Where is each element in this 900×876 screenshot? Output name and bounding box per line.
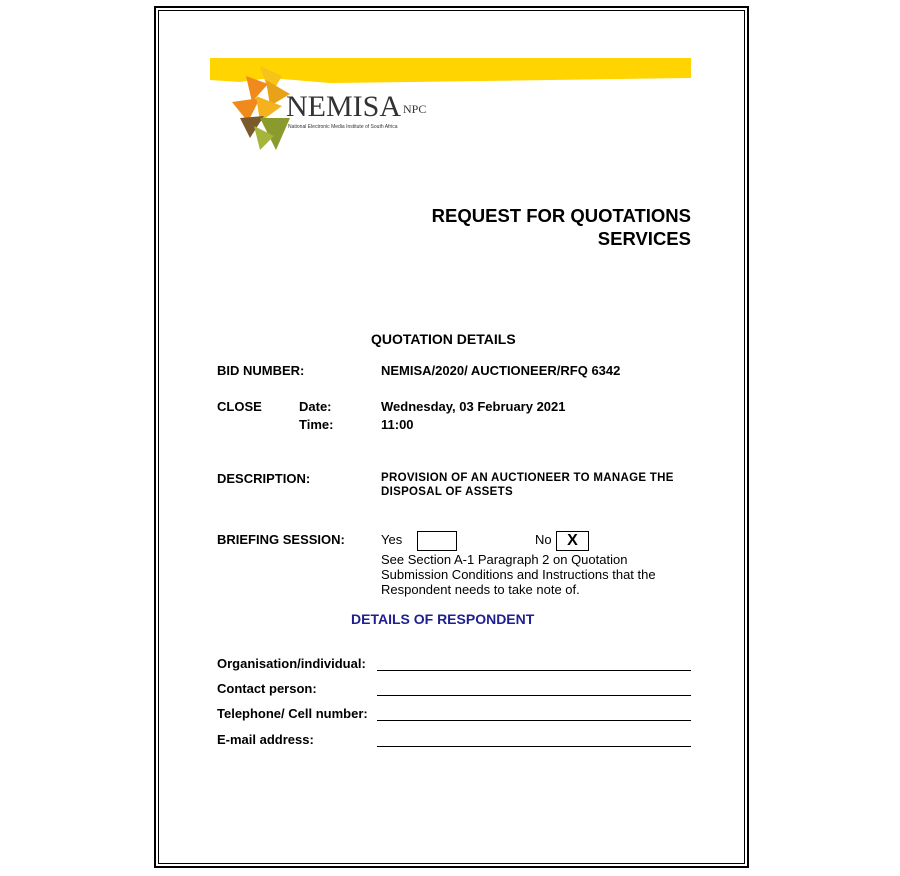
telephone-label: Telephone/ Cell number:	[217, 706, 368, 721]
logo-tagline: National Electronic Media Institute of South Africa	[288, 124, 398, 130]
yes-checkbox[interactable]	[417, 531, 457, 551]
document-title	[432, 204, 691, 250]
title-line-2: SERVICES	[597, 228, 691, 249]
email-label: E-mail address:	[217, 732, 314, 747]
yes-label: Yes	[381, 532, 403, 547]
logo-wordmark	[286, 92, 401, 122]
no-label: No	[535, 532, 552, 547]
no-checkbox[interactable]	[556, 531, 589, 551]
time-label: Time:	[299, 417, 334, 432]
bid-number-label: BID NUMBER:	[217, 363, 305, 378]
description-value	[381, 471, 674, 499]
title-line-1: REQUEST FOR QUOTATIONS	[431, 205, 691, 226]
date-value: Wednesday, 03 February 2021	[381, 399, 566, 414]
close-label: CLOSE	[217, 399, 262, 414]
organisation-label: Organisation/individual:	[217, 656, 366, 671]
logo-npc: NPC	[403, 102, 427, 116]
logo-name: NEMISA	[286, 90, 402, 123]
bid-number-value: NEMISA/2020/ AUCTIONEER/RFQ 6342	[381, 363, 621, 378]
no-mark: X	[567, 532, 578, 549]
briefing-note	[381, 552, 656, 597]
briefing-note-line-1: See Section A-1 Paragraph 2 on Quotation	[381, 552, 628, 567]
time-value: 11:00	[381, 417, 414, 432]
description-label: DESCRIPTION:	[217, 471, 311, 486]
date-label: Date:	[299, 399, 332, 414]
briefing-note-line-3: Respondent needs to take note of.	[381, 582, 580, 597]
quotation-details-heading: QUOTATION DETAILS	[371, 331, 516, 347]
respondent-heading: DETAILS OF RESPONDENT	[351, 611, 535, 627]
briefing-note-line-2: Submission Conditions and Instructions that the	[381, 567, 656, 582]
email-field[interactable]	[377, 746, 691, 747]
description-line-2: DISPOSAL OF ASSETS	[381, 486, 513, 498]
briefing-session-label: BRIEFING SESSION:	[217, 532, 345, 547]
contact-person-label: Contact person:	[217, 681, 317, 696]
organisation-field[interactable]	[377, 670, 691, 671]
telephone-field[interactable]	[377, 720, 691, 721]
description-line-1: PROVISION OF AN AUCTIONEER TO MANAGE THE	[381, 472, 674, 484]
contact-person-field[interactable]	[377, 695, 691, 696]
